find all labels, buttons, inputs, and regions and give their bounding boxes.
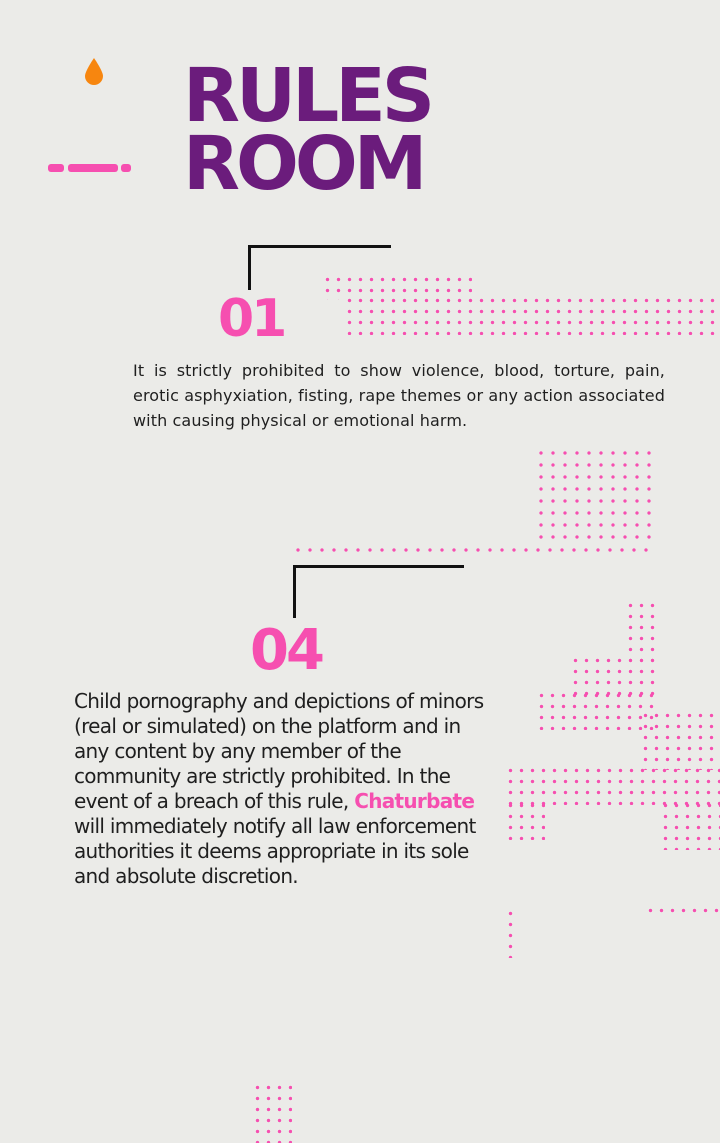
title-line-2: ROOM: [183, 121, 424, 207]
dot-pattern: [570, 655, 660, 695]
rule-text: [74, 689, 484, 889]
title-line-1: RULES: [183, 53, 432, 139]
dot-pattern: [625, 600, 655, 660]
rule-bracket: [293, 565, 464, 618]
brand-name: Chaturbate: [354, 789, 475, 813]
dot-pattern: [344, 295, 720, 335]
page-title: [183, 53, 432, 207]
dot-pattern: [640, 710, 720, 770]
rule-text-part: Child pornography and depictions of minors (real or simulated) on the platform and in any content by any member of the community are strictly prohibited. In the event of a breach of this rule,: [74, 689, 484, 813]
dot-pattern: [252, 1082, 292, 1143]
dot-pattern: [292, 544, 656, 558]
drop-icon: [84, 56, 104, 86]
dot-pattern: [660, 800, 720, 850]
dash-decoration: [68, 164, 118, 172]
dot-pattern: [505, 800, 545, 840]
rule-number: 01: [218, 289, 285, 349]
dot-pattern: [645, 905, 720, 919]
rule-text-part: will immediately notify all law enforcement authorities it deems appropriate in its sole and absolute discretion.: [74, 814, 476, 888]
rule-number: 04: [250, 618, 322, 683]
dot-pattern: [505, 908, 519, 958]
dash-decoration: [121, 164, 131, 172]
rule-text: It is strictly prohibited to show violence, blood, torture, pain, erotic asphyxiation, fisting, rape themes or any action associated with causing physical or emotional harm.: [133, 361, 665, 430]
dot-pattern: [535, 447, 655, 547]
dot-pattern: [505, 765, 720, 805]
dash-decoration: [48, 164, 64, 172]
